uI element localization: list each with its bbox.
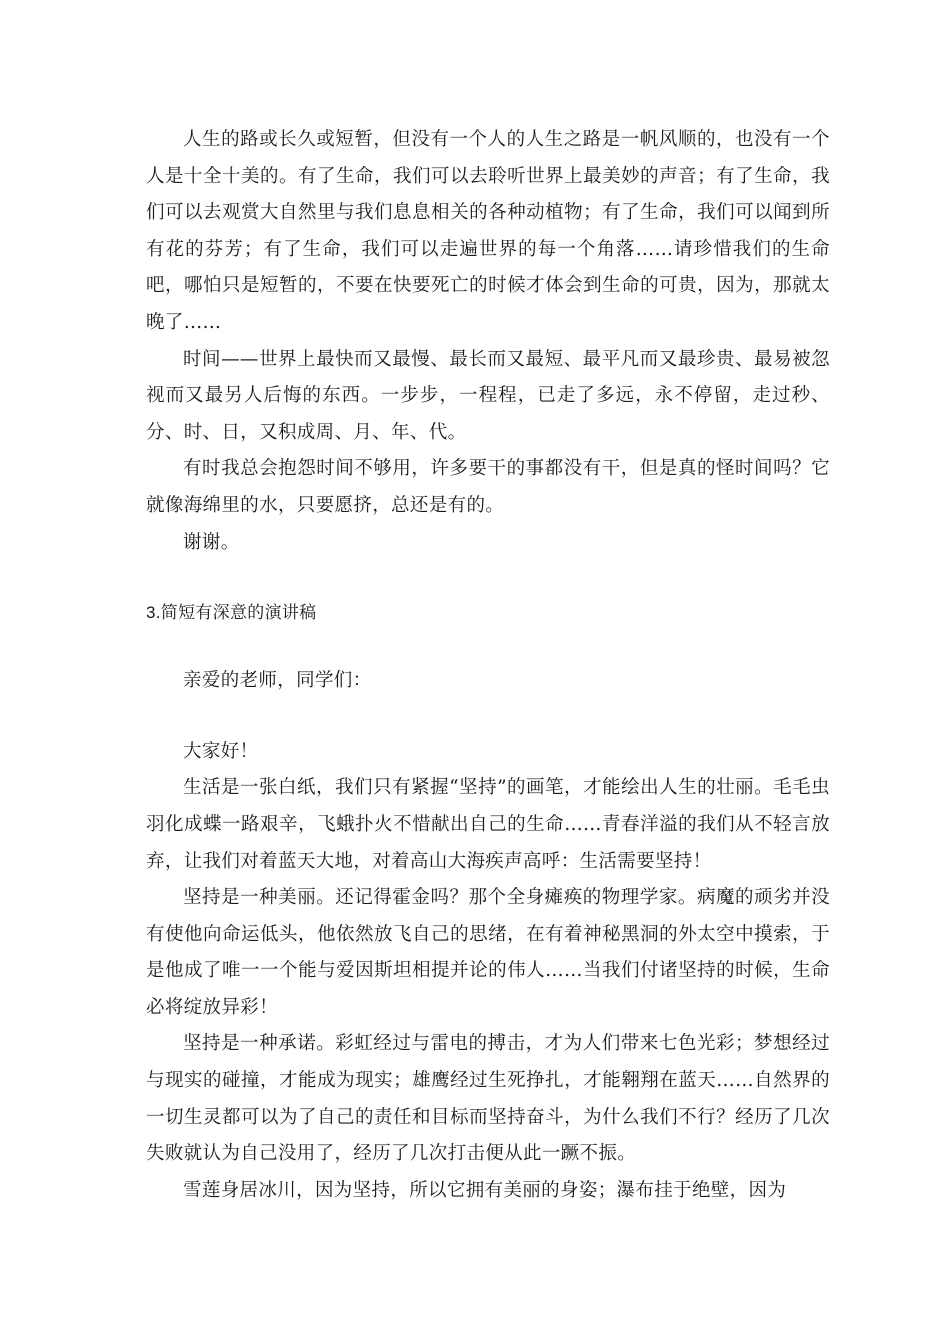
- body-paragraph: 坚持是一种承诺。彩虹经过与雷电的搏击，才为人们带来七色光彩；梦想经过与现实的碰撞，才能成为现实；雄鹰经过生死挣扎，才能翱翔在蓝天……自然界的一切生灵都可以为了自己的责任和目标而坚持奋斗，为什么我们不行？经历了几次失败就认为自己没用了，经历了几次打击便从此一蹶不振。: [146, 1033, 830, 1165]
- spacer: [146, 631, 830, 663]
- body-paragraph: 雪莲身居冰川，因为坚持，所以它拥有美丽的身姿；瀑布挂于绝壁，因为: [183, 1179, 787, 1201]
- spacer: [146, 561, 830, 595]
- body-paragraph: 生活是一张白纸，我们只有紧握“坚持”的画笔，才能绘出人生的壮丽。毛毛虫羽化成蝶一路艰辛，飞蛾扑火不惜献出自己的生命……青春洋溢的我们从不轻言放弃，让我们对着蓝天大地，对着高山大海疾声高呼：生活需要坚持！: [146, 777, 830, 872]
- closing-thanks: 谢谢。: [183, 531, 240, 553]
- salutation: 亲爱的老师，同学们：: [183, 670, 372, 692]
- document-page: [146, 122, 830, 1209]
- section-heading: 3.简短有深意的演讲稿: [146, 603, 317, 623]
- body-paragraph: 人生的路或长久或短暂，但没有一个人的人生之路是一帆风顺的，也没有一个人是十全十美的。有了生命，我们可以去聆听世界上最美妙的声音；有了生命，我们可以去观赏大自然里与我们息息相关的各种动植物；有了生命，我们可以闻到所有花的芬芳；有了生命，我们可以走遍世界的每一个角落……请珍惜我们的生命吧，哪怕只是短暂的，不要在快要死亡的时候才体会到生命的可贵，因为，那就太晚了……: [146, 129, 830, 333]
- greeting: 大家好！: [183, 740, 259, 762]
- body-paragraph: 时间——世界上最快而又最慢、最长而又最短、最平凡而又最珍贵、最易被忽视而又最另人后悔的东西。一步步，一程程，已走了多远，永不停留，走过秒、分、时、日，又积成周、月、年、代。: [146, 348, 830, 443]
- body-paragraph: 有时我总会抱怨时间不够用，许多要干的事都没有干，但是真的怪时间吗？它就像海绵里的水，只要愿挤，总还是有的。: [146, 458, 830, 516]
- spacer: [146, 700, 830, 734]
- body-paragraph: 坚持是一种美丽。还记得霍金吗？那个全身瘫痪的物理学家。病魔的顽劣并没有使他向命运低头，他依然放飞自己的思绪，在有着神秘黑洞的外太空中摸索，于是他成了唯一一个能与爱因斯坦相提并论的伟人……当我们付诸坚持的时候，生命必将绽放异彩！: [146, 887, 830, 1018]
